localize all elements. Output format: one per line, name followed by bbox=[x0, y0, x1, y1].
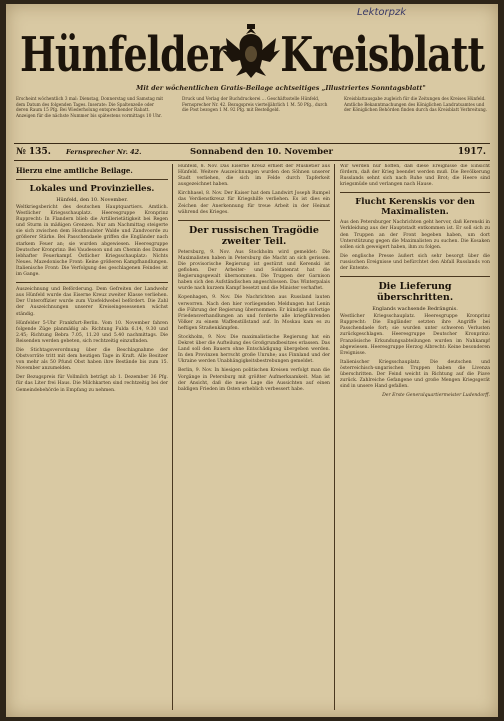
issue-date: Sonnabend den 10. November bbox=[190, 147, 333, 157]
column-3 bbox=[340, 164, 490, 712]
telephone: Fernsprecher Nr. 42. bbox=[66, 148, 142, 156]
info-left: Erscheint wöchentlich 3 mal: Dienstag, Donnerstag und Samstag mit dem Datum des folgenden Tages. Inserate: Die Spaltenzeile oder deren Raum 15 Pfg. Bei Wiederholung entsprechender Rabatt. Anzeigen für die nächste Nummer bis spätestens vormittags 10 Uhr. bbox=[16, 96, 164, 118]
column-divider bbox=[334, 164, 335, 710]
dateline bbox=[14, 146, 490, 160]
article-paragraph: Auszeichnung und Beförderung. Dem Gefreiten der Landwehr aus Hünfeld wurde das Eiserne Kreuz zweiter Klasse verliehen. Der Unteroffizier wurde zum Vizefeldwebel befördert. Die Zahl der Auszeichnungen unserer Kreiseingesessenen wächst ständig. bbox=[16, 287, 168, 317]
issue-year: 1917. bbox=[457, 147, 486, 157]
article-paragraph: Berlin, 9. Nov. In hiesigen politischen Kreisen verfolgt man die Vorgänge in Petersburg mit größter Aufmerksamkeit. Man ist der Ansicht, daß die neue Lage die Aussichten auf einen baldigen Frieden im Osten erheblich verbessert habe. bbox=[178, 368, 330, 392]
article-paragraph: Westlicher Kriegsschauplatz. Heeresgruppe Kronprinz Rupprecht: Die Engländer setzten ihre Angriffe bei Passchendaele fort; sie wurden unter schweren Verlusten zurückgeschlagen. Heeresgruppe Deutscher Kronprinz: Französische Erkundungsabteilungen wurden im Nahkampf abgewiesen. Heeresgruppe Herzog Albrecht: Keine besonderen Ereignisse. bbox=[340, 314, 490, 356]
divider bbox=[178, 220, 330, 221]
issue-number: № 135. bbox=[16, 147, 51, 157]
article-headline: Der russischen Tragödie zweiter Teil. bbox=[189, 224, 319, 247]
dateline-local: Hünfeld, den 10. November. bbox=[56, 197, 128, 203]
article-paragraph: Hünfelder 5-Uhr Frankfurt-Berlin. Vom 10. November fahren folgende Züge planmäßig ab: Richtung Fulda 6.14, 9.30 und 2.45; Richtung Bebra 7.05, 11.20 und 5.40 nachmittags. Die Reisenden werden gebeten, sich rechtzeitig einzufinden. bbox=[16, 320, 168, 344]
article-paragraph: Die englische Presse äußert sich sehr besorgt über die russischen Ereignisse und befürchtet den Abfall Russlands von der Entente. bbox=[340, 253, 490, 272]
handwritten-note: Lektorpzk bbox=[356, 7, 406, 18]
article-headline: Flucht Kerenskis vor den Maximalisten. bbox=[355, 197, 475, 218]
divider bbox=[340, 192, 490, 193]
article-paragraph: Hünfeld, 8. Nov. Das Eiserne Kreuz erhielt der Musketier aus Hünfeld. Weitere Auszeichnungen wurden den Söhnen unserer Stadt verliehen, die sich im Felde durch Tapferkeit ausgezeichnet haben. bbox=[178, 164, 330, 188]
article-paragraph: Aus den Petersburger Nachrichten geht hervor, daß Kerenski in Verkleidung aus der Hauptstadt entkommen ist. Er soll sich zu den Truppen an der Front begeben haben, um dort Unterstützung gegen die Maximalisten zu suchen. Die Kosaken sollen sich geweigert haben, ihm zu folgen. bbox=[340, 220, 490, 250]
article-paragraph: Der Bezugspreis für Vollmilch beträgt ab 1. Dezember 36 Pfg. für das Liter frei Haus. Die Milchkarten sind rechtzeitig bei der Gemeindebehörde in Empfang zu nehmen. bbox=[16, 375, 168, 393]
info-right: Kreisblattausgabe zugleich für die Zeitungen des Kreises Hünfeld. Amtliche Bekanntmachungen des Königlichen Landratsamtes und der Königlichen Behörden finden durch das Kreisblatt Verbreitung. bbox=[344, 96, 488, 113]
eagle-crest-icon bbox=[220, 22, 282, 80]
divider bbox=[14, 160, 490, 161]
divider bbox=[16, 282, 168, 283]
article-headline: Die Lieferung überschritten. bbox=[376, 281, 454, 304]
masthead bbox=[14, 22, 490, 82]
masthead-right: Kreisblatt bbox=[280, 26, 484, 83]
article-signature: Der Erste Generalquartiermeister Ludendorff. bbox=[382, 393, 490, 399]
masthead-left: Hünfelder bbox=[20, 26, 228, 83]
article-paragraph: Kopenhagen, 9. Nov. Die Nachrichten aus Russland lauten verworren. Nach den hier vorliegenden Meldungen hat Lenin die Führung der Regierung übernommen. Er kündigte sofortige Friedensverhandlungen an und forderte alle kriegführenden Völker zu einem Waffenstillstand auf. In Moskau kam es zu heftigen Straßenkämpfen. bbox=[178, 295, 330, 331]
article-paragraph: Petersburg, 9. Nov. Aus Stockholm wird gemeldet: Die Maximalisten haben in Petersburg die Macht an sich gerissen. Die provisorische Regierung ist gestürzt und Kerenski ist geflohen. Der Arbeiter- und Soldatenrat hat die Regierungsgewalt übernommen. Die Truppen der Garnison haben sich den Aufständischen angeschlossen. Das Winterpalais wurde nach kurzem Kampf besetzt und die Minister verhaftet. bbox=[178, 249, 330, 292]
info-middle: Druck und Verlag der Buchdruckerei ... Geschäftsstelle Hünfeld, Fernsprecher Nr. 42. Bezugspreis vierteljährlich 1 M. 50 Pfg., durch die Post bezogen 1 M. 92 Pfg. mit Bestellgeld. bbox=[182, 96, 328, 113]
article-paragraph: Italienischer Kriegsschauplatz. Die deutschen und österreichisch-ungarischen Truppen haben die Livenza überschritten. Der Feind weicht in Richtung auf die Piave zurück. Zahlreiche Gefangene und große Mengen Kriegsgerät sind in unsere Hand gefallen. bbox=[340, 359, 490, 390]
newspaper-page bbox=[6, 4, 498, 717]
supplement-notice: Hierzu eine amtliche Beilage. bbox=[16, 166, 133, 175]
article-paragraph: Kirchhasel, 8. Nov. Der Kaiser hat dem Landwirt Joseph Rumpel das Verdienstkreuz für Kriegshilfe verliehen. Es ist dies ein Zeichen der Anerkennung für treue Arbeit in der Heimat während des Krieges. bbox=[178, 191, 330, 215]
divider bbox=[14, 143, 490, 144]
divider bbox=[16, 179, 168, 180]
article-subheading: Englands wachsende Bedrängnis. bbox=[372, 306, 458, 313]
section-heading: Lokales und Provinzielles. bbox=[29, 184, 155, 194]
article-paragraph: Die Stichtagsverordnung über die Beschlagnahme der Obstvorräte tritt mit dem heutigen Tage in Kraft. Alle Besitzer von mehr als 50 Pfund Obst haben ihre Bestände bis zum 15. November anzumelden. bbox=[16, 347, 168, 372]
masthead-subtitle: Mit der wöchentlichen Gratis-Beilage achtseitiges „Illustriertes Sonntagsblatt" bbox=[136, 84, 426, 92]
article-paragraph: Stockholm, 9. Nov. Die maximalistische Regierung hat ein Dekret über die Aufteilung des Großgrundbesitzes erlassen. Das Land soll den Bauern ohne Entschädigung übergeben werden. In den Provinzen herrscht große Unruhe; aus Finnland und der Ukraine werden Unabhängigkeitsbestrebungen gemeldet. bbox=[178, 334, 330, 365]
column-1 bbox=[16, 164, 168, 712]
column-2 bbox=[178, 164, 330, 712]
column-divider bbox=[172, 164, 173, 710]
divider bbox=[340, 276, 490, 277]
article-paragraph: Weltkriegsbericht des deutschen Hauptquartiers. Amtlich. Westlicher Kriegsschauplatz. Heeresgruppe Kronprinz Rupprecht: In Flandern blieb die Artillerietätigkeit bei Regen und Sturm in mäßigen Grenzen. Nur am Nachmittag steigerte sie sich zwischen dem Houthoulster Walde und Zandvoorde zu größerer Stärke. Bei Passchendaele griffen die Engländer nach starkem Feuer an; sie wurden abgewiesen. Heeresgruppe Deutscher Kronprinz: Bei Vaudesson und am Chemin des Dames lebhafter Feuerkampf. Östlicher Kriegsschauplatz: Nichts Neues. Mazedonische Front: Keine größeren Kampfhandlungen. Italienische Front: Die Verfolgung des geschlagenen Feindes ist im Gange. bbox=[16, 205, 168, 278]
article-paragraph: Wir werden nur hoffen, daß diese Ereignisse die Einsicht fördern, daß der Krieg beendet werden muß. Die Bevölkerung Russlands sehnt sich nach Ruhe und Brot; die Heere sind kriegsmüde und verlangen nach Hause. bbox=[340, 164, 490, 188]
